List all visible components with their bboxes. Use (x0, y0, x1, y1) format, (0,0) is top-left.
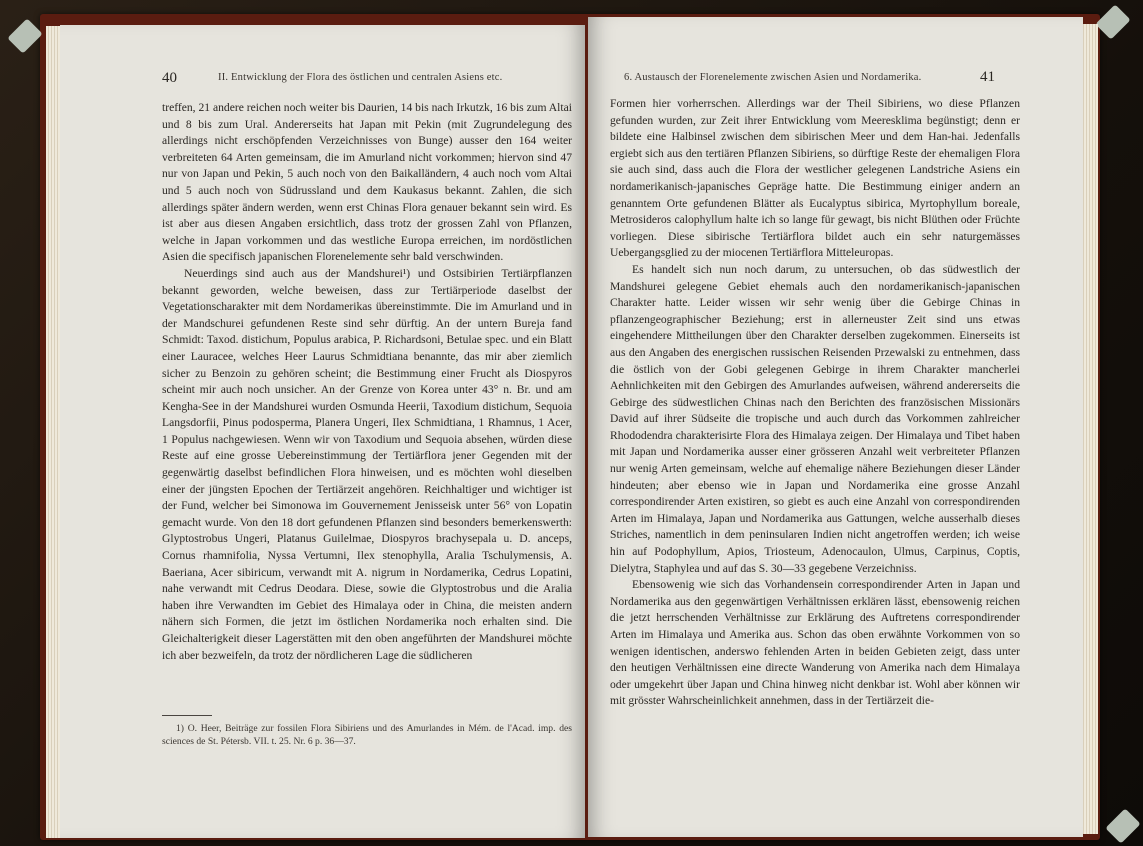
paragraph: Neuerdings sind auch aus der Mandshurei¹) und Ostsibirien Tertiärpflanzen bekannt geworden, welche beweisen, dass zur Tertiärperiode daselbst der Vegetationscharakter mit dem Nordamerikas übereinstimmte. Die im Amurland und in der Mandschurei gefundenen Reste sind sehr dürftig. An der untern Bureja fand Schmidt: Taxod. distichum, Populus arabica, P. Richardsoni, Betulae spec. und ein Blatt einer Lauracee, welches Heer Laurus Schmidtiana benannte, das mir aber ziemlich sicher zu Benzoin zu gehören scheint; die Bestimmung einer Frucht als Diospyros scheint mir auch noch unsicher. An der Grenze von Korea unter 43° n. Br. und am Kengha-See in der Mandshurei wurden Osmunda Heerii, Taxodium distichum, Sequoia Langsdorfii, Pinus podosperma, Planera Ungeri, Ilex Schmidtiana, 1 Rhamnus, 1 Acer, 1 Populus nachgewiesen. Wenn wir von Taxodium und Sequoia absehen, würden diese Reste auf eine grosse Uebereinstimmung der Tertiärflora jener Gegenden mit der gegenwärtig daselbst befindlichen Flora hinweisen, und es möchten wohl dieselben einer der jüngsten Epochen der Tertiärzeit angehören. Reichhaltiger und wichtiger ist der Fund, welcher bei Simonowa im Gouvernement Jenisseisk unter 56° von Lopatin gemacht wurde. Von den 18 dort gefundenen Pflanzen sind besonders bemerkenswerth: Glyptostrobus Ungeri, Platanus Guilelmae, Diospyros brachysepala u. D. anceps, Cornus rhamnifolia, Nyssa Vertumni, Ilex stenophylla, Aralia Tschulymensis, A. Baeriana, Acer sibiricum, verwandt mit A. nigrum in Nordamerika, Cedrus Lopatini, nahe verwandt mit Cedrus Deodara. Diese, sowie die Glyptostrobus und die Aralia haben ihre Verwandten im Gebiet des Himalaya oder in China, die meisten andern nähern sich Formen, die jetzt im östlichen Nordamerika noch erhalten sind. Die Gleichalterigkeit dieser Lagerstätten mit den oben angeführten der Mandshurei möchte ich aber bezweifeln, da trotz der nördlicheren Lage die südlicheren (162, 266, 572, 662)
paragraph: Formen hier vorherrschen. Allerdings war der Theil Sibiriens, wo diese Pflanzen gefunden wurden, zur Zeit ihrer Entwicklung vom Meeresklima begünstigt; denn er bildete eine Halbinsel zwischen dem sibirischen Meer und dem Han-hai. Jedenfalls ergiebt sich aus den tertiären Pflanzen Sibiriens, so dürftige Reste der ehemaligen Flora sie auch sind, dass auch die Flora der westlicher gelegenen Landstriche Asiens ein nordamerikanisch-japanisches Gepräge hatte. Die Bestimmung einiger andern an genanntem Orte gefundenen Blätter als Eucalyptus sibirica, Myrtophyllum boreale, Metrosideros calophyllum halte ich so lange für gewagt, bis nicht Blüthen oder Früchte vorliegen. Diese sibirische Tertiärflora bildet auch ein sehr naturgemässes Uebergangsglied zu der miocenen Tertiärflora Mitteleuropas. (610, 97, 1020, 260)
footnote: 1) O. Heer, Beiträge zur fossilen Flora Sibiriens und des Amurlandes in Mém. de l'Acad. imp. des sciences de St. Pétersb. VII. t. 25. Nr. 6 p. 36—37. (162, 723, 572, 747)
body-text (162, 100, 572, 664)
footnote-rule (162, 715, 212, 716)
body-text (610, 96, 1020, 710)
paragraph: Ebensowenig wie sich das Vorhandensein correspondirender Arten in Japan und Nordamerika aus den gegenwärtigen Verhältnissen erklären lässt, ebensowenig reichen die jetzt herrschenden Verhältnisse zur Erklärung des Auftretens correspondirender Arten im Himalaya und Amerika aus. Schon das oben erwähnte Vorkommen von so wenigen identischen, anderswo fehlenden Arten in beiden Gebieten zeigt, dass unter den heutigen Verhältnissen eine directe Wanderung von Amerika nach dem Himalaya oder umgekehrt über Japan und China hinweg nicht denkbar ist. Wohl aber können wir mit grösster Wahrscheinlichkeit annehmen, dass in der Tertiärzeit die- (610, 578, 1020, 708)
running-head: 6. Austausch der Florenelemente zwischen Asien und Nordamerika. (624, 72, 922, 83)
paragraph: treffen, 21 andere reichen noch weiter bis Daurien, 14 bis nach Irkutzk, 16 bis zum Altai und 8 bis zum Ural. Andererseits hat Japan mit Pekin (mit Zugrundelegung des allerdings nicht erschöpfenden Verzeichnisses von Bunge) ausser den 164 weiter verbreiteten 64 Arten gemeinsam, die im Amurland nicht vorkommen; hiervon sind 47 nur von Japan und Pekin, 5 auch noch von den Baikalländern, 4 auch noch vom Altai und 5 auch noch von Südrussland und dem Kaukasus bekannt. Zahlen, die sich allerdings später ändern werden, wenn erst Chinas Flora genauer bekannt sein wird. Es ist aber aus diesen Angaben ersichtlich, dass trotz der grossen Zahl von Pflanzen, welche in Japan vorkommen und das westliche Europa erreichen, im nordöstlichen Asien die specifisch japanischen Florenelemente sehr bald verschwinden. (162, 101, 572, 264)
running-head: II. Entwicklung der Flora des östlichen und centralen Asiens etc. (218, 72, 503, 83)
left-page (60, 25, 585, 838)
page-number: 40 (162, 70, 177, 86)
right-page (588, 17, 1083, 837)
page-number: 41 (980, 69, 995, 85)
paragraph: Es handelt sich nun noch darum, zu untersuchen, ob das südwestlich der Mandshurei gelegene Gebiet ehemals auch den nordamerikanisch-japanischen Charakter hatte. Leider wissen wir sehr wenig über die Gebirge Chinas in pflanzengeographischer Beziehung; erst in allerneuster Zeit sind uns etwas eingehendere Mittheilungen über den Charakter derselben zugekommen. Einerseits ist aus den Angaben des energischen russischen Reisenden Przewalski zu entnehmen, dass die östlich von der Gobi gelegenen Gebirge in ihrem Charakter mancherlei Aehnlichkeiten mit den Gebirgen des Amurlandes aufweisen, während andererseits die Gebirge des südwestlichen Chinas nach den Berichten des französischen Missionärs David auf ihrer Südseite die tropische und auch durch das Vorkommen zahlreicher Rhododendra charakterisirte Flora des Himalaya zeigen. Der Himalaya und Tibet haben mit Japan und Nordamerika ausser einer grösseren Anzahl weit verbreiteter Pflanzen nur wenig Arten gemeinsam, welche auf ehemalige nähere Beziehungen dieser Länder hindeuten; aber ebenso wie in Japan und Nordamerika eine grosse Anzahl correspondirender Arten existiren, so giebt es auch eine Anzahl von correspondirenden Arten im Himalaya, Japan und Nordamerika aus Gattungen, welche ausserhalb dieses Striches, namentlich in dem peninsularen Indien nicht angetroffen werden; ich weise hin auf Podophyllum, Apios, Triosteum, Adenocaulon, Ulmus, Carpinus, Coptis, Dielytra, Staphylea und auf das S. 30—33 gegebene Verzeichniss. (610, 262, 1020, 575)
